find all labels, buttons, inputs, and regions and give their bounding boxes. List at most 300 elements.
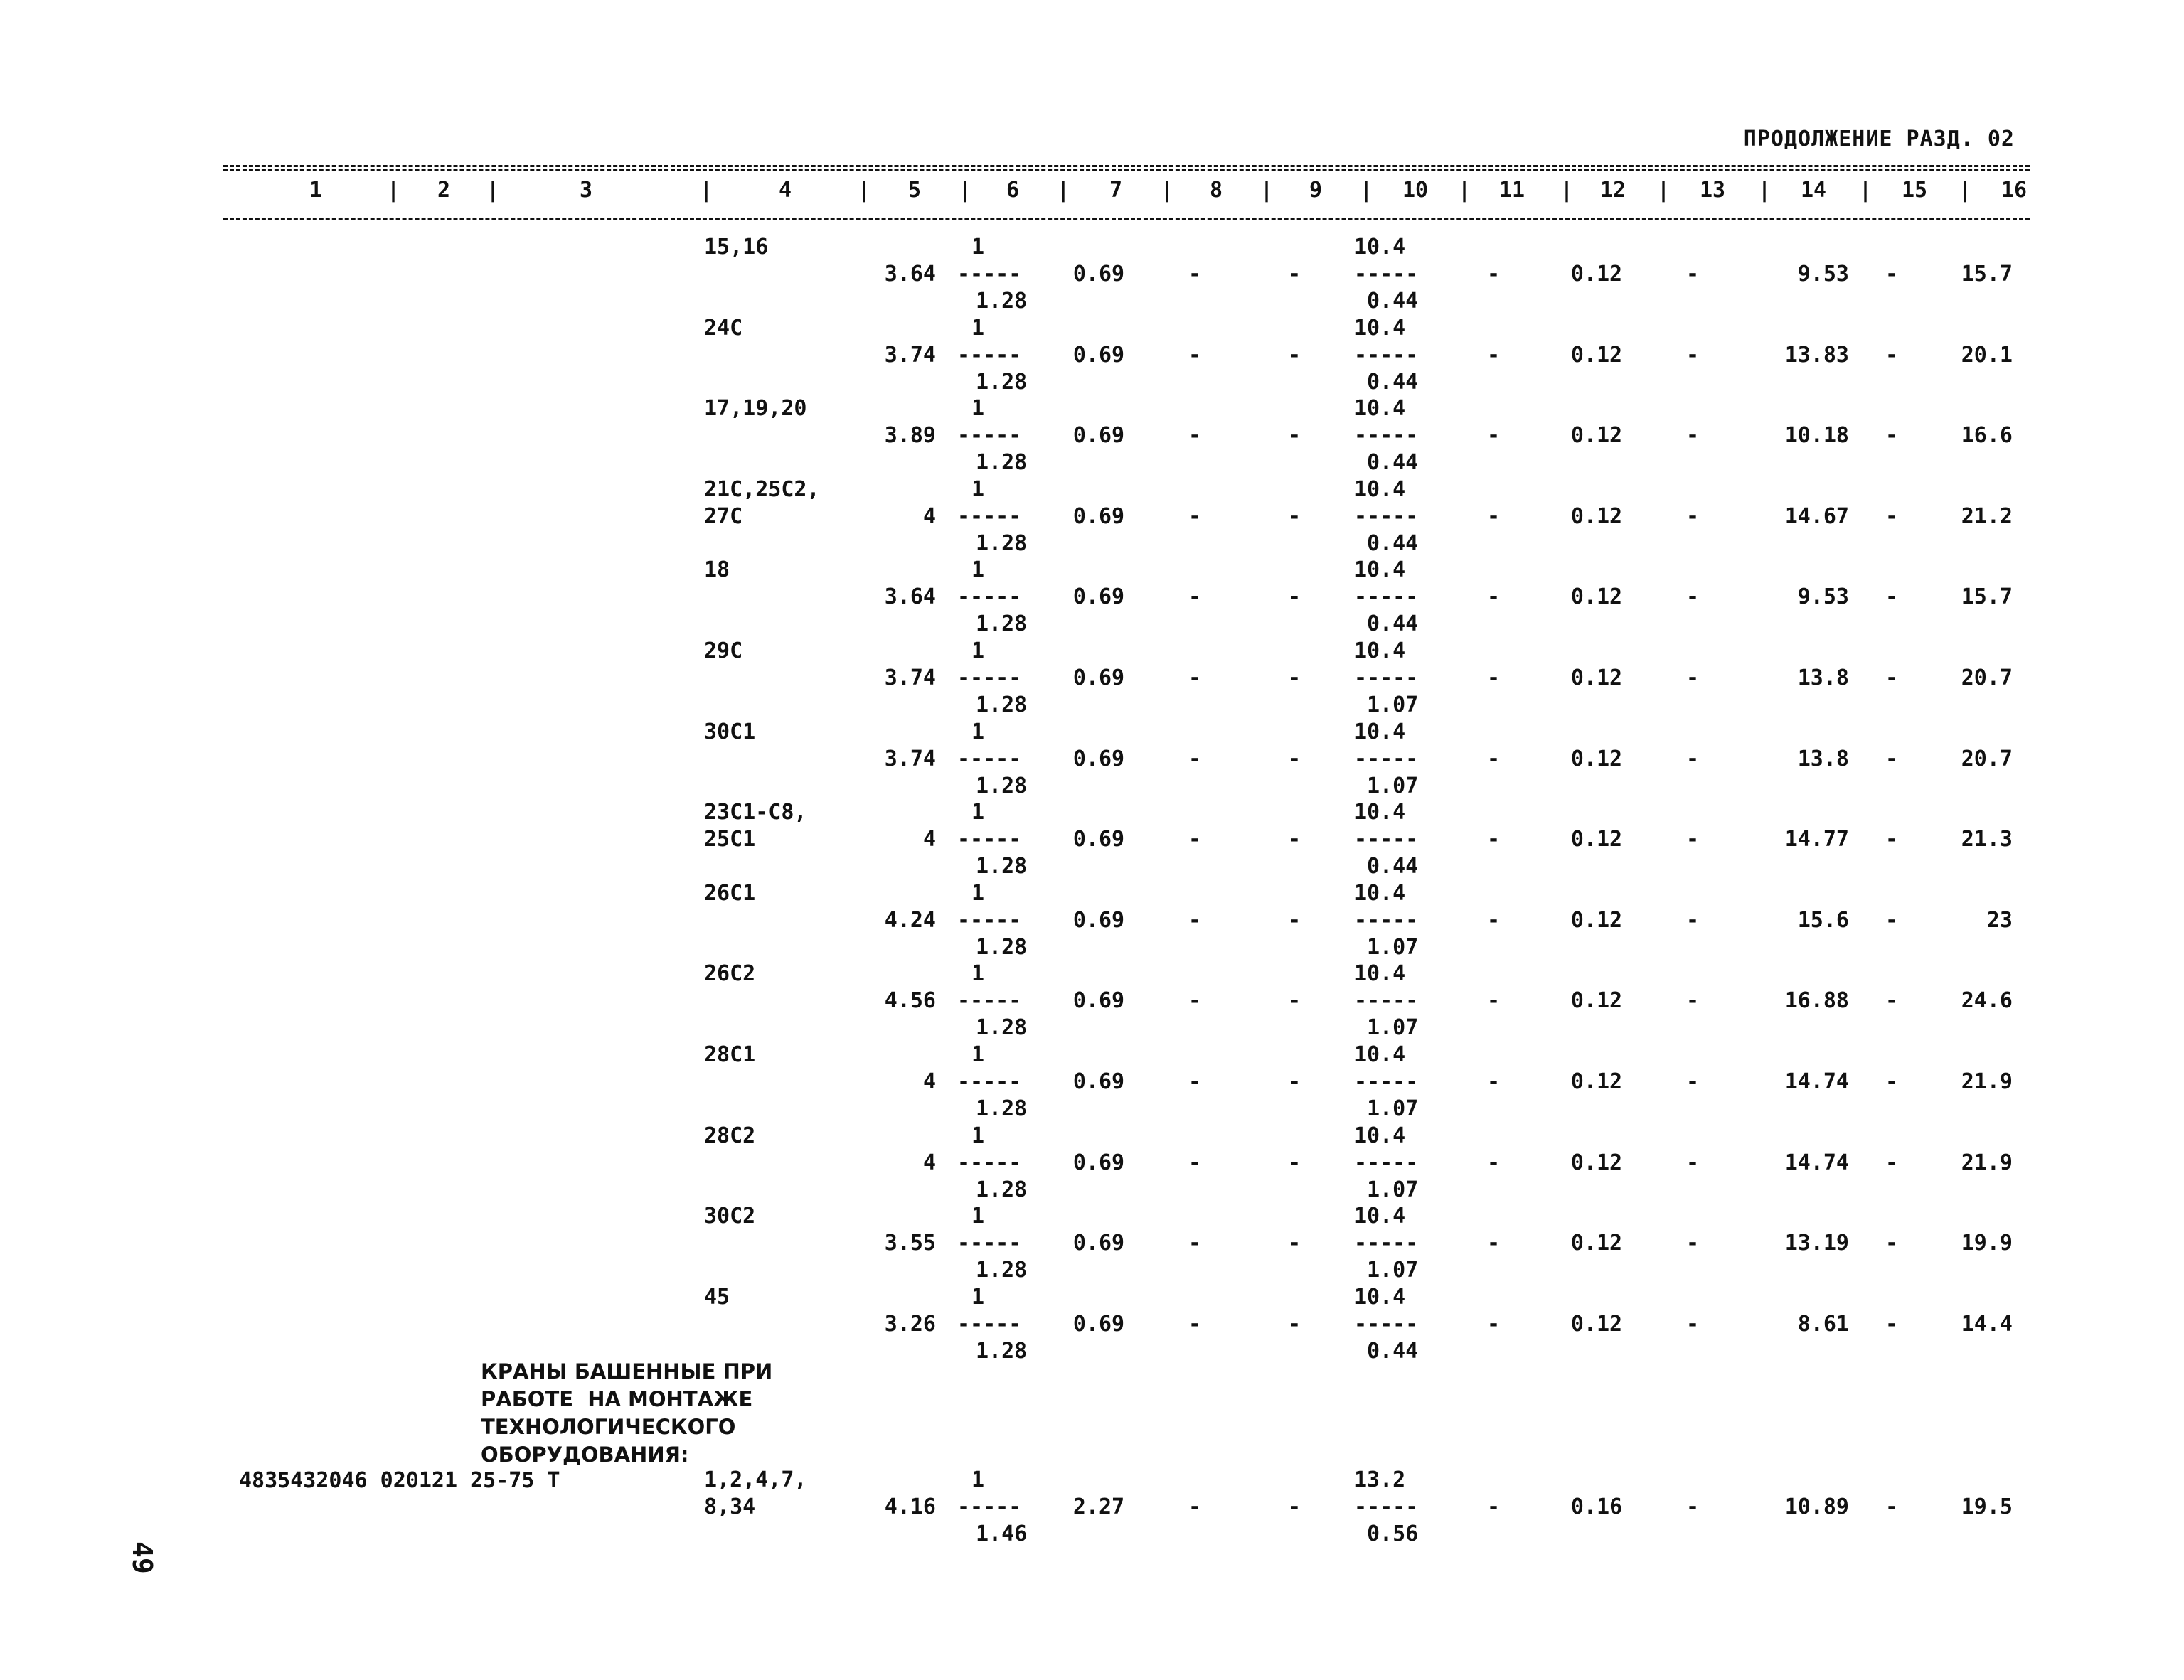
table-row [0,1123,2184,1204]
cell-col13: - [1685,1494,1700,1519]
cell-col11: - [1486,988,1501,1013]
cell-col16: 20.7 [1961,747,2013,771]
column-separator: | [700,178,713,203]
cell-col10-numerator: 10.4 [1354,1123,1406,1148]
cell-col7: 0.69 [1072,584,1125,609]
table-row [0,1285,2184,1366]
cell-col16: 15.7 [1961,262,2013,287]
cell-col7: 0.69 [1072,262,1125,287]
cell-col10-denominator: 1.07 [1367,1258,1419,1283]
cell-col10-numerator: 10.4 [1354,396,1406,421]
fraction-bar: ----- [957,262,1022,287]
cell-col6-denominator: 1.28 [976,1258,1028,1283]
cell-col14: 13.8 [1797,747,1849,771]
table-row [0,396,2184,477]
column-header-10: 10 [1402,178,1429,203]
cell-col12: 0.12 [1570,827,1623,852]
cell-col9: - [1287,1150,1301,1175]
cell-col6-numerator: 1 [971,396,985,421]
cell-col9: - [1287,665,1301,690]
column-separator: | [1057,178,1070,203]
column-separator: | [858,178,871,203]
cell-col15: - [1885,584,1899,609]
cell-col5: 3.89 [884,423,936,448]
table-row [0,800,2184,881]
cell-col7: 2.27 [1072,1494,1125,1519]
cell-col14: 9.53 [1797,262,1849,287]
fraction-bar: ----- [1354,827,1419,852]
cell-col10-numerator: 10.4 [1354,1285,1406,1310]
cell-col16: 23 [1986,908,2013,933]
cell-col9: - [1287,908,1301,933]
cell-col15: - [1885,1312,1899,1337]
cell-col14: 13.19 [1784,1231,1849,1256]
fraction-bar: ----- [1354,1069,1419,1094]
cell-col8: - [1188,988,1202,1013]
cell-col4: 23С1-С8, [704,800,807,825]
cell-col13: - [1685,988,1700,1013]
group-title-line: ОБОРУДОВАНИЯ: [481,1443,689,1467]
cell-col16: 21.9 [1961,1150,2013,1175]
fraction-bar: ----- [957,988,1022,1013]
cell-col10-numerator: 10.4 [1354,881,1406,906]
cell-col6-numerator: 1 [971,316,985,341]
column-separator: | [486,178,500,203]
cell-col15: - [1885,1150,1899,1175]
cell-col11: - [1486,1150,1501,1175]
cell-col5: 3.55 [884,1231,936,1256]
cell-col11: - [1486,1312,1501,1337]
table-row [0,638,2184,719]
fraction-bar: ----- [1354,988,1419,1013]
cell-col12: 0.16 [1570,1494,1623,1519]
cell-col6-denominator: 1.28 [976,1015,1028,1040]
column-separator: | [1657,178,1671,203]
cell-col10-denominator: 1.07 [1367,1096,1419,1121]
cell-col13: - [1685,343,1700,368]
fraction-bar: ----- [957,1069,1022,1094]
column-header-1: 1 [309,178,323,203]
cell-col6-numerator: 1 [971,1042,985,1067]
cell-col6-numerator: 1 [971,235,985,260]
cell-col5: 3.74 [884,747,936,771]
cell-col5: 4.24 [884,908,936,933]
cell-col4: 18 [704,557,730,582]
cell-col4: 24С [704,316,743,341]
cell-col12: 0.12 [1570,1231,1623,1256]
cell-col11: - [1486,584,1501,609]
cell-col13: - [1685,262,1700,287]
cell-col8: - [1188,1231,1202,1256]
cell-col9: - [1287,262,1301,287]
cell-col7: 0.69 [1072,747,1125,771]
cell-col12: 0.12 [1570,988,1623,1013]
cell-col6-denominator: 1.28 [976,774,1028,798]
cell-col16: 14.4 [1961,1312,2013,1337]
column-header-8: 8 [1209,178,1223,203]
cell-col10-numerator: 10.4 [1354,961,1406,986]
column-separator: | [387,178,400,203]
cell-col15: - [1885,908,1899,933]
cell-col8: - [1188,343,1202,368]
column-separator: | [1260,178,1274,203]
column-header-6: 6 [1006,178,1020,203]
cell-col10-numerator: 10.4 [1354,1204,1406,1229]
cell-col8: - [1188,1494,1202,1519]
cell-col9: - [1287,827,1301,852]
cell-col6-denominator: 1.28 [976,1339,1028,1364]
cell-col15: - [1885,665,1899,690]
cell-col6-denominator: 1.28 [976,1096,1028,1121]
column-header-15: 15 [1901,178,1928,203]
cell-col10-denominator: 0.44 [1367,289,1419,314]
cell-col12: 0.12 [1570,665,1623,690]
cell-col5: 4 [922,827,936,852]
fraction-bar: ----- [957,1494,1022,1519]
cell-col8: - [1188,747,1202,771]
cell-col8: - [1188,262,1202,287]
cell-col7: 0.69 [1072,504,1125,529]
table-row [0,1042,2184,1123]
cell-col15: - [1885,1069,1899,1094]
fraction-bar: ----- [1354,504,1419,529]
cell-col7: 0.69 [1072,1312,1125,1337]
cell-col9: - [1287,504,1301,529]
cell-col11: - [1486,423,1501,448]
cell-col12: 0.12 [1570,1312,1623,1337]
cell-col6-denominator: 1.46 [976,1521,1028,1546]
cell-col12: 0.12 [1570,1069,1623,1094]
fraction-bar: ----- [1354,1150,1419,1175]
cell-col10-numerator: 10.4 [1354,235,1406,260]
cell-col10-numerator: 10.4 [1354,316,1406,341]
cell-col7: 0.69 [1072,665,1125,690]
column-header-13: 13 [1699,178,1726,203]
cell-col12: 0.12 [1570,747,1623,771]
cell-col9: - [1287,747,1301,771]
cell-col9: - [1287,584,1301,609]
cell-col15: - [1885,343,1899,368]
cell-col14: 10.18 [1784,423,1849,448]
column-header-16: 16 [2001,178,2028,203]
cell-col7: 0.69 [1072,1069,1125,1094]
fraction-bar: ----- [1354,343,1419,368]
cell-col10-denominator: 0.56 [1367,1521,1419,1546]
cell-col8: - [1188,827,1202,852]
table-row [0,557,2184,638]
cell-col16: 15.7 [1961,584,2013,609]
cell-col16: 19.9 [1961,1231,2013,1256]
fraction-bar: ----- [957,827,1022,852]
cell-col16: 19.5 [1961,1494,2013,1519]
cell-col16: 20.7 [1961,665,2013,690]
cell-col12: 0.12 [1570,584,1623,609]
cell-col10-numerator: 10.4 [1354,800,1406,825]
fraction-bar: ----- [957,343,1022,368]
header-bottom-rule [223,218,2030,220]
cell-col10-numerator: 10.4 [1354,1042,1406,1067]
cell-col6-numerator: 1 [971,1204,985,1229]
fraction-bar: ----- [957,1231,1022,1256]
cell-col5: 3.74 [884,343,936,368]
cell-col6-denominator: 1.28 [976,611,1028,636]
fraction-bar: ----- [1354,665,1419,690]
cell-col8: - [1188,1312,1202,1337]
fraction-bar: ----- [1354,423,1419,448]
column-header-9: 9 [1309,178,1323,203]
cell-col5: 3.64 [884,584,936,609]
cell-col14: 14.67 [1784,504,1849,529]
cell-col12: 0.12 [1570,504,1623,529]
cell-col4: 30С1 [704,719,756,744]
cell-col7: 0.69 [1072,1150,1125,1175]
column-separator: | [1758,178,1772,203]
cell-col11: - [1486,343,1501,368]
column-separator: | [1560,178,1574,203]
cell-col5: 4 [922,1069,936,1094]
cell-col7: 0.69 [1072,343,1125,368]
cell-col10-denominator: 0.44 [1367,1339,1419,1364]
section-title: ПРОДОЛЖЕНИЕ РАЗД. 02 [1743,127,2015,151]
column-header-row [223,178,2030,209]
cell-col13: - [1685,747,1700,771]
cell-col14: 15.6 [1797,908,1849,933]
cell-col10-numerator: 10.4 [1354,477,1406,502]
cell-col16: 20.1 [1961,343,2013,368]
cell-col10-denominator: 1.07 [1367,692,1419,717]
column-header-14: 14 [1800,178,1827,203]
fraction-bar: ----- [957,504,1022,529]
cell-col4: 17,19,20 [704,396,807,421]
cell-col6-numerator: 1 [971,557,985,582]
cell-col10-denominator: 1.07 [1367,1015,1419,1040]
cell-col6-denominator: 1.28 [976,935,1028,960]
cell-col6-denominator: 1.28 [976,1177,1028,1202]
cell-col13: - [1685,1069,1700,1094]
group-title-line: ТЕХНОЛОГИЧЕСКОГО [481,1415,736,1439]
fraction-bar: ----- [957,1312,1022,1337]
cell-col12: 0.12 [1570,908,1623,933]
cell-col10-denominator: 1.07 [1367,935,1419,960]
cell-col8: - [1188,665,1202,690]
cell-col9: - [1287,1312,1301,1337]
group-title-line: КРАНЫ БАШЕННЫЕ ПРИ [481,1359,773,1384]
cell-col5: 4 [922,1150,936,1175]
resource-code: 4835432046 020121 25-75 Т [239,1468,560,1493]
cell-col5: 4.16 [884,1494,936,1519]
cell-col15: - [1885,262,1899,287]
cell-col12: 0.12 [1570,1150,1623,1175]
cell-col11: - [1486,504,1501,529]
cell-col7: 0.69 [1072,988,1125,1013]
fraction-bar: ----- [957,584,1022,609]
table-row [0,1204,2184,1285]
cell-col8: - [1188,504,1202,529]
cell-col16: 16.6 [1961,423,2013,448]
fraction-bar: ----- [1354,1312,1419,1337]
cell-col6-numerator: 1 [971,638,985,663]
cell-col15: - [1885,988,1899,1013]
cell-col16: 21.3 [1961,827,2013,852]
cell-col13: - [1685,908,1700,933]
group-title [481,1358,772,1469]
cell-col11: - [1486,1494,1501,1519]
cell-col4: 45 [704,1285,730,1310]
cell-col8: - [1188,1069,1202,1094]
cell-col16: 21.9 [1961,1069,2013,1094]
cell-col14: 9.53 [1797,584,1849,609]
cell-col16: 21.2 [1961,504,2013,529]
cell-col10-numerator: 10.4 [1354,719,1406,744]
cell-col15: - [1885,423,1899,448]
cell-col6-denominator: 1.28 [976,531,1028,556]
cell-col6-numerator: 1 [971,1285,985,1310]
cell-col15: - [1885,827,1899,852]
cell-col10-denominator: 0.44 [1367,531,1419,556]
cell-col4: 28С2 [704,1123,756,1148]
cell-col6-numerator: 1 [971,1467,985,1492]
cell-col14: 16.88 [1784,988,1849,1013]
table-row [0,477,2184,558]
cell-col14: 14.77 [1784,827,1849,852]
column-header-2: 2 [437,178,451,203]
cell-col12: 0.12 [1570,262,1623,287]
column-separator: | [1161,178,1174,203]
cell-col9: - [1287,1494,1301,1519]
group-title-line: РАБОТЕ НА МОНТАЖЕ [481,1387,753,1411]
page-number: 49 [127,1541,158,1574]
cell-col6-denominator: 1.28 [976,450,1028,475]
cell-col6-denominator: 1.28 [976,854,1028,879]
cell-col6-denominator: 1.28 [976,370,1028,395]
cell-col10-numerator: 13.2 [1354,1467,1406,1492]
cell-col6-numerator: 1 [971,477,985,502]
cell-col8: - [1188,1150,1202,1175]
cell-col13: - [1685,827,1700,852]
column-separator: | [1859,178,1873,203]
fraction-bar: ----- [1354,1494,1419,1519]
cell-col4: 1,2,4,7, [704,1467,807,1492]
top-rule-inner [223,169,2030,171]
cell-col6-numerator: 1 [971,961,985,986]
cell-col8: - [1188,584,1202,609]
cell-col10-denominator: 0.44 [1367,854,1419,879]
fraction-bar: ----- [1354,908,1419,933]
cell-col11: - [1486,1231,1501,1256]
cell-col4: 26С2 [704,961,756,986]
cell-col11: - [1486,665,1501,690]
cell-col13: - [1685,1231,1700,1256]
cell-col10-numerator: 10.4 [1354,557,1406,582]
cell-col10-denominator: 0.44 [1367,370,1419,395]
cell-col14: 8.61 [1797,1312,1849,1337]
cell-col7: 0.69 [1072,827,1125,852]
column-header-5: 5 [907,178,922,203]
table-row [0,881,2184,962]
cell-col11: - [1486,827,1501,852]
fraction-bar: ----- [957,665,1022,690]
column-separator: | [1458,178,1471,203]
fraction-bar: ----- [957,423,1022,448]
cell-col9: - [1287,423,1301,448]
cell-col14: 14.74 [1784,1069,1849,1094]
cell-col14: 13.8 [1797,665,1849,690]
cell-col10-numerator: 10.4 [1354,638,1406,663]
fraction-bar: ----- [957,747,1022,771]
cell-col11: - [1486,262,1501,287]
cell-col8: - [1188,908,1202,933]
cell-col12: 0.12 [1570,343,1623,368]
cell-col14: 13.83 [1784,343,1849,368]
table-row [0,719,2184,801]
cell-col6-numerator: 1 [971,1123,985,1148]
column-separator: | [1360,178,1373,203]
cell-col15: - [1885,1494,1899,1519]
fraction-bar: ----- [957,908,1022,933]
cell-col9: - [1287,1069,1301,1094]
cell-col6-numerator: 1 [971,881,985,906]
cell-col16: 24.6 [1961,988,2013,1013]
column-separator: | [1959,178,1972,203]
fraction-bar: ----- [1354,1231,1419,1256]
cell-col6-numerator: 1 [971,719,985,744]
cell-col10-denominator: 1.07 [1367,774,1419,798]
cell-col14: 14.74 [1784,1150,1849,1175]
column-header-12: 12 [1599,178,1626,203]
cell-col5: 3.26 [884,1312,936,1337]
cell-col15: - [1885,504,1899,529]
cell-col13: - [1685,504,1700,529]
table-row [0,961,2184,1042]
cell-col9: - [1287,988,1301,1013]
cell-col13: - [1685,1150,1700,1175]
cell-col13: - [1685,423,1700,448]
cell-col13: - [1685,1312,1700,1337]
cell-col4: 30С2 [704,1204,756,1229]
fraction-bar: ----- [1354,747,1419,771]
cell-col5: 4.56 [884,988,936,1013]
table-row [0,235,2184,316]
column-header-4: 4 [778,178,792,203]
cell-col4-cont: 25С1 [704,827,756,852]
top-rule [223,165,2030,167]
column-header-11: 11 [1498,178,1525,203]
cell-col7: 0.69 [1072,908,1125,933]
cell-col12: 0.12 [1570,423,1623,448]
cell-col15: - [1885,747,1899,771]
cell-col4: 29С [704,638,743,663]
cell-col6-denominator: 1.28 [976,289,1028,314]
cell-col5: 3.74 [884,665,936,690]
fraction-bar: ----- [1354,584,1419,609]
cell-col4: 28С1 [704,1042,756,1067]
cell-col14: 10.89 [1784,1494,1849,1519]
cell-col5: 3.64 [884,262,936,287]
cell-col13: - [1685,665,1700,690]
column-header-3: 3 [579,178,593,203]
cell-col10-denominator: 0.44 [1367,450,1419,475]
cell-col4: 15,16 [704,235,769,260]
fraction-bar: ----- [957,1150,1022,1175]
cell-col4: 21С,25С2, [704,477,820,502]
cell-col4-cont: 8,34 [704,1494,756,1519]
column-header-7: 7 [1109,178,1123,203]
cell-col5: 4 [922,504,936,529]
fraction-bar: ----- [1354,262,1419,287]
cell-col13: - [1685,584,1700,609]
cell-col15: - [1885,1231,1899,1256]
cell-col11: - [1486,1069,1501,1094]
